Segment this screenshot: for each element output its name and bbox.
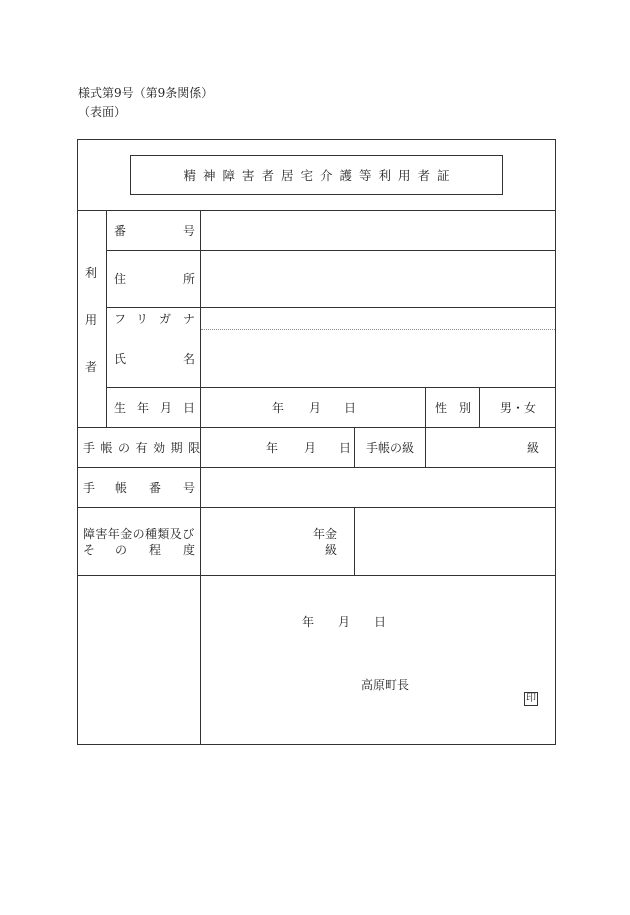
grade-unit: 級 xyxy=(527,441,540,455)
number-field[interactable] xyxy=(201,211,555,250)
name-label-1: 氏 xyxy=(114,352,127,366)
user-group-char-3: 者 xyxy=(85,360,98,374)
address-label-1: 住 xyxy=(114,272,127,286)
birthdate-label-4: 日 xyxy=(183,401,196,415)
number-label-2: 号 xyxy=(183,224,196,238)
birth-year-unit: 年 xyxy=(272,401,285,415)
birthdate-label-2: 年 xyxy=(137,401,150,415)
photo-area xyxy=(78,576,200,744)
handbook-number-field[interactable] xyxy=(201,468,555,507)
gender-options[interactable]: 男・女 xyxy=(500,401,537,415)
birthdate-label-3: 月 xyxy=(160,401,173,415)
issue-day-unit: 日 xyxy=(374,615,387,629)
pension-label-line2-4: 度 xyxy=(183,543,196,557)
valid-year-unit: 年 xyxy=(266,441,279,455)
valid-month-unit: 月 xyxy=(304,441,317,455)
address-field[interactable] xyxy=(201,251,555,307)
seal-mark: 印 xyxy=(526,693,536,704)
user-group-char-1: 利 xyxy=(85,266,98,280)
handbook-number-label-2: 帳 xyxy=(115,481,128,495)
pension-grade-unit: 級 xyxy=(325,543,338,557)
birth-month-unit: 月 xyxy=(309,401,322,415)
pension-unit: 年金 xyxy=(313,527,338,541)
number-label-1: 番 xyxy=(114,224,127,238)
furigana-label-2: リ xyxy=(136,312,149,326)
certificate-title-box xyxy=(130,155,503,195)
handbook-number-label-3: 番 xyxy=(149,481,162,495)
handbook-number-label-1: 手 xyxy=(83,481,96,495)
handbook-grade-label: 手帳の級 xyxy=(366,441,415,455)
form-number: 様式第9号（第9条関係） xyxy=(78,86,214,100)
furigana-label-4: ナ xyxy=(183,312,196,326)
handbook-number-label-4: 号 xyxy=(183,481,196,495)
pension-label-line1: 障害年金の種類及び xyxy=(83,527,195,541)
name-field[interactable] xyxy=(201,330,555,387)
issue-month-unit: 月 xyxy=(338,615,351,629)
furigana-label-1: フ xyxy=(114,312,127,326)
birth-day-unit: 日 xyxy=(344,401,357,415)
name-label-2: 名 xyxy=(183,352,196,366)
pension-label-line2-3: 程 xyxy=(149,543,162,557)
pension-label-line2-1: そ xyxy=(83,543,96,557)
valid-day-unit: 日 xyxy=(339,441,352,455)
address-label-2: 所 xyxy=(183,272,196,286)
gender-label: 性 別 xyxy=(435,401,472,415)
issuer-name: 高原町長 xyxy=(361,678,410,692)
pension-label-line2-2: の xyxy=(115,543,128,557)
issue-year-unit: 年 xyxy=(302,615,315,629)
handbook-valid-label: 手帳の有効期限 xyxy=(83,441,206,455)
certificate-title: 精神障害者居宅介護等利用者証 xyxy=(183,168,457,183)
furigana-label-3: ガ xyxy=(159,312,172,326)
furigana-field[interactable] xyxy=(201,308,555,329)
pension-remarks-field[interactable] xyxy=(355,508,555,575)
form-side-label: （表面） xyxy=(78,105,127,119)
user-group-char-2: 用 xyxy=(85,313,98,327)
birthdate-label-1: 生 xyxy=(114,401,127,415)
